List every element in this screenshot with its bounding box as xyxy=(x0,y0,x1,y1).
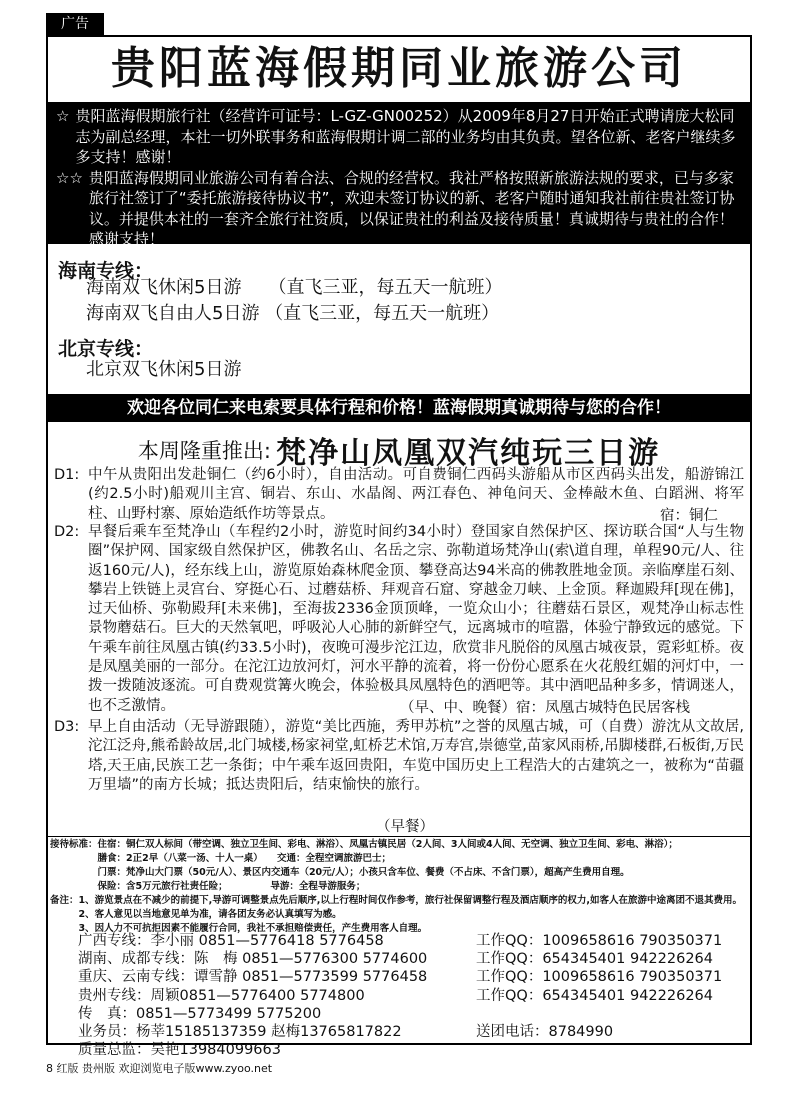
fine-print-line: 接待标准：住宿：铜仁双人标间（带空调、独立卫生间、彩电、淋浴）、凤凰古镇民居（2人间、3人间或4人间、无空调、独立卫生间、彩电、淋浴）； xyxy=(50,839,678,850)
day-text: 中午从贵阳出发赴铜仁（约6小时），自由活动。可自费铜仁西码头游船从市区西码头出发，船游锦江(约2.5小时)船观川主宫、铜岩、东山、水晶阁、两江春色、神龟问天、金棒敲木鱼、白蹈洲、将军柱、山野村寨、原始造纸作坊等景点。 xyxy=(88,467,744,522)
itinerary-day xyxy=(54,523,744,716)
contact-row xyxy=(78,1023,748,1041)
day-text: 早餐后乘车至梵净山（车程约2小时，游览时间约34小时）登国家自然保护区、探访联合国“人与生物圈”保护网、国家级自然保护区，佛教名山、名岳之宗、弥勒道场梵净山(索\道自理，单程90元/人、往返160元/人)，经东线上山，游览原始森林爬金顶、攀登高达94米高的佛教胜地金顶。亲临摩崖石刻、攀岩上铁链上灵宫台、穿挺心石、过蘑菇桥、拜观音石窟、穿越金刀峡、上金顶。释迦殿拜[现在佛]，过天仙桥、弥勒殿拜[未来佛]，至海拔2336金顶顶峰，一览众山小；往蘑菇石景区，观梵净山标志性景物蘑菇石。巨大的天然氧吧，呼吸沁人心肺的新鲜空气，远离城市的喧嚣，体验宁静致远的感觉。下午乘车前往凤凰古镇(约33.5小时)，夜晚可漫步沱江边，欣赏非凡脱俗的凤凰古城夜景，霓彩虹桥。夜是凤凰美丽的一部分。在沱江边放河灯，河水平静的流着，将一份份心愿系在火花般红媚的河灯中，一拨一拨随波逐流。可自费观赏篝火晚会，体验极具凤凰特色的酒吧等。其中酒吧品种多多，情调迷人，也不乏激情。 xyxy=(88,524,744,714)
fine-print-line: 备注：1、游览景点在不减少的前提下,导游可调整景点先后顺序,以上行程时间仅作参考，旅行社保留调整行程及酒店顺序的权力,如客人在旅游中途离团不退其费用。 xyxy=(50,895,742,906)
star-icon: ☆☆ xyxy=(56,168,83,187)
contact-line: 湖南、成都专线：陈 梅 0851—5776300 5774600 xyxy=(78,951,428,968)
beijing-route: 北京双飞休闲5日游 xyxy=(86,359,242,380)
divider xyxy=(48,836,750,837)
contact-row xyxy=(78,1005,748,1023)
beijing-heading: 北京专线： xyxy=(58,338,154,360)
fine-print-line: 膳食：2正2早（八菜一汤、十人一桌） 交通：全程空调旅游巴士； xyxy=(50,853,391,864)
day-text: 早上自由活动（无导游跟随），游览“美比西施，秀甲苏杭”之誉的凤凰古城，可（自费）游沈从文故居,沱江泛舟,熊希龄故居,北门城楼,杨家祠堂,虹桥艺术馆,万寿宫,崇德堂,苗家风雨桥,吊脚楼群,石板街,万民塔,天王庙,民族工艺一条街；中午乘车返回贵阳，车览中国历史上工程浩大的古建筑之一，被称为“苗疆万里墙”的南方长城；抵达贵阳后，结束愉快的旅行。 xyxy=(88,719,744,793)
contact-line: 重庆、云南专线：谭雪静 0851—5773599 5776458 xyxy=(78,969,428,986)
fine-print-line: 3、因人力不可抗拒因素不能履行合同，我社不承担赔偿责任，产生费用客人自理。 xyxy=(50,923,428,934)
day-note: （早餐） xyxy=(376,819,434,835)
contact-qq: 工作QQ：1009658616 790350371 xyxy=(476,933,723,949)
contact-list xyxy=(78,932,748,1059)
contact-row xyxy=(78,968,748,986)
hainan-route: 海南双飞休闲5日游 （直飞三亚，每五天一航班） xyxy=(86,277,503,298)
company-title: 贵阳蓝海假期同业旅游公司 xyxy=(111,43,687,94)
contact-phone: 送团电话：8784990 xyxy=(476,1024,614,1041)
contact-line: 质量总监：吴艳13984099663 xyxy=(78,1042,281,1059)
contact-line: 广西专线：李小丽 0851—5776418 5776458 xyxy=(78,933,384,949)
welcome-banner: 欢迎各位同仁来电索要具体行程和价格！蓝海假期真诚期待与您的合作！ xyxy=(48,394,750,422)
contact-line: 贵州专线：周颖0851—5776400 5774800 xyxy=(78,987,365,1004)
promo-name: 梵净山凤凰双汽纯玩三日游 xyxy=(276,436,661,471)
contact-row xyxy=(78,950,748,968)
notice-text: 贵阳蓝海假期旅行社（经营许可证号：L-GZ-GN00252）从2009年8月27日开始正式聘请庞大松同志为副总经理，本社一切外联事务和蓝海假期计调二部的业务均由其负责。望各位新、老客户继续多多支持！感谢！ xyxy=(75,107,736,166)
contact-row xyxy=(78,1041,748,1059)
notice-item xyxy=(56,106,740,168)
notice-box xyxy=(48,102,750,248)
itinerary-day xyxy=(54,466,744,524)
day-note: （早、中、晚餐）宿：凤凰古城特色民居客栈 xyxy=(400,700,690,716)
contact-line: 传 真：0851—5773499 5775200 xyxy=(78,1005,322,1022)
promo-lead: 本周隆重推出: xyxy=(137,439,271,463)
hainan-route: 海南双飞自由人5日游 （直飞三亚，每五天一航班） xyxy=(86,303,500,324)
day-label: D1: xyxy=(54,467,80,483)
day-label: D2: xyxy=(54,524,80,540)
contact-qq: 工作QQ：654345401 942226264 xyxy=(476,951,713,968)
star-icon: ☆ xyxy=(56,107,70,125)
contact-row xyxy=(78,932,748,950)
ad-tag: 广告 xyxy=(46,13,104,35)
contact-qq: 工作QQ：1009658616 790350371 xyxy=(476,969,723,986)
day-note: 宿：铜仁 xyxy=(660,508,718,524)
fine-print xyxy=(50,838,750,936)
fine-print-line: 门票：梵净山大门票（50元/人）、景区内交通车（20元/人）；小孩只含车位、餐费（不占床、不含门票），超高产生费用自理。 xyxy=(50,867,630,878)
contact-row xyxy=(78,987,748,1005)
hainan-heading: 海南专线： xyxy=(58,260,154,282)
page-footer: 8 红版 贵州版 欢迎浏览电子版www.zyoo.net xyxy=(46,1062,273,1075)
contact-line: 业务员：杨莘15185137359 赵梅13765817822 xyxy=(78,1024,402,1041)
contact-qq: 工作QQ：654345401 942226264 xyxy=(476,987,713,1004)
fine-print-line: 2、客人意见以当地意见单为准，请各团友务必认真填写为感。 xyxy=(50,909,342,920)
fine-print-line: 保险：含5万元旅行社责任险； 导游：全程导游服务； xyxy=(50,881,366,892)
itinerary-day xyxy=(54,718,744,795)
notice-item xyxy=(56,168,740,250)
day-label: D3: xyxy=(54,719,80,735)
notice-text: 贵阳蓝海假期同业旅游公司有着合法、合规的经营权。我社严格按照新旅游法规的要求，已与多家旅行社签订了“委托旅游接待协议书”，欢迎未签订协议的新、老客户随时通知我社前往贵社签订协议。并提供本社的一套齐全旅行社资质，以保证贵社的利益及接待质量！真诚期待与贵社的合作！感谢支持！ xyxy=(88,168,735,248)
